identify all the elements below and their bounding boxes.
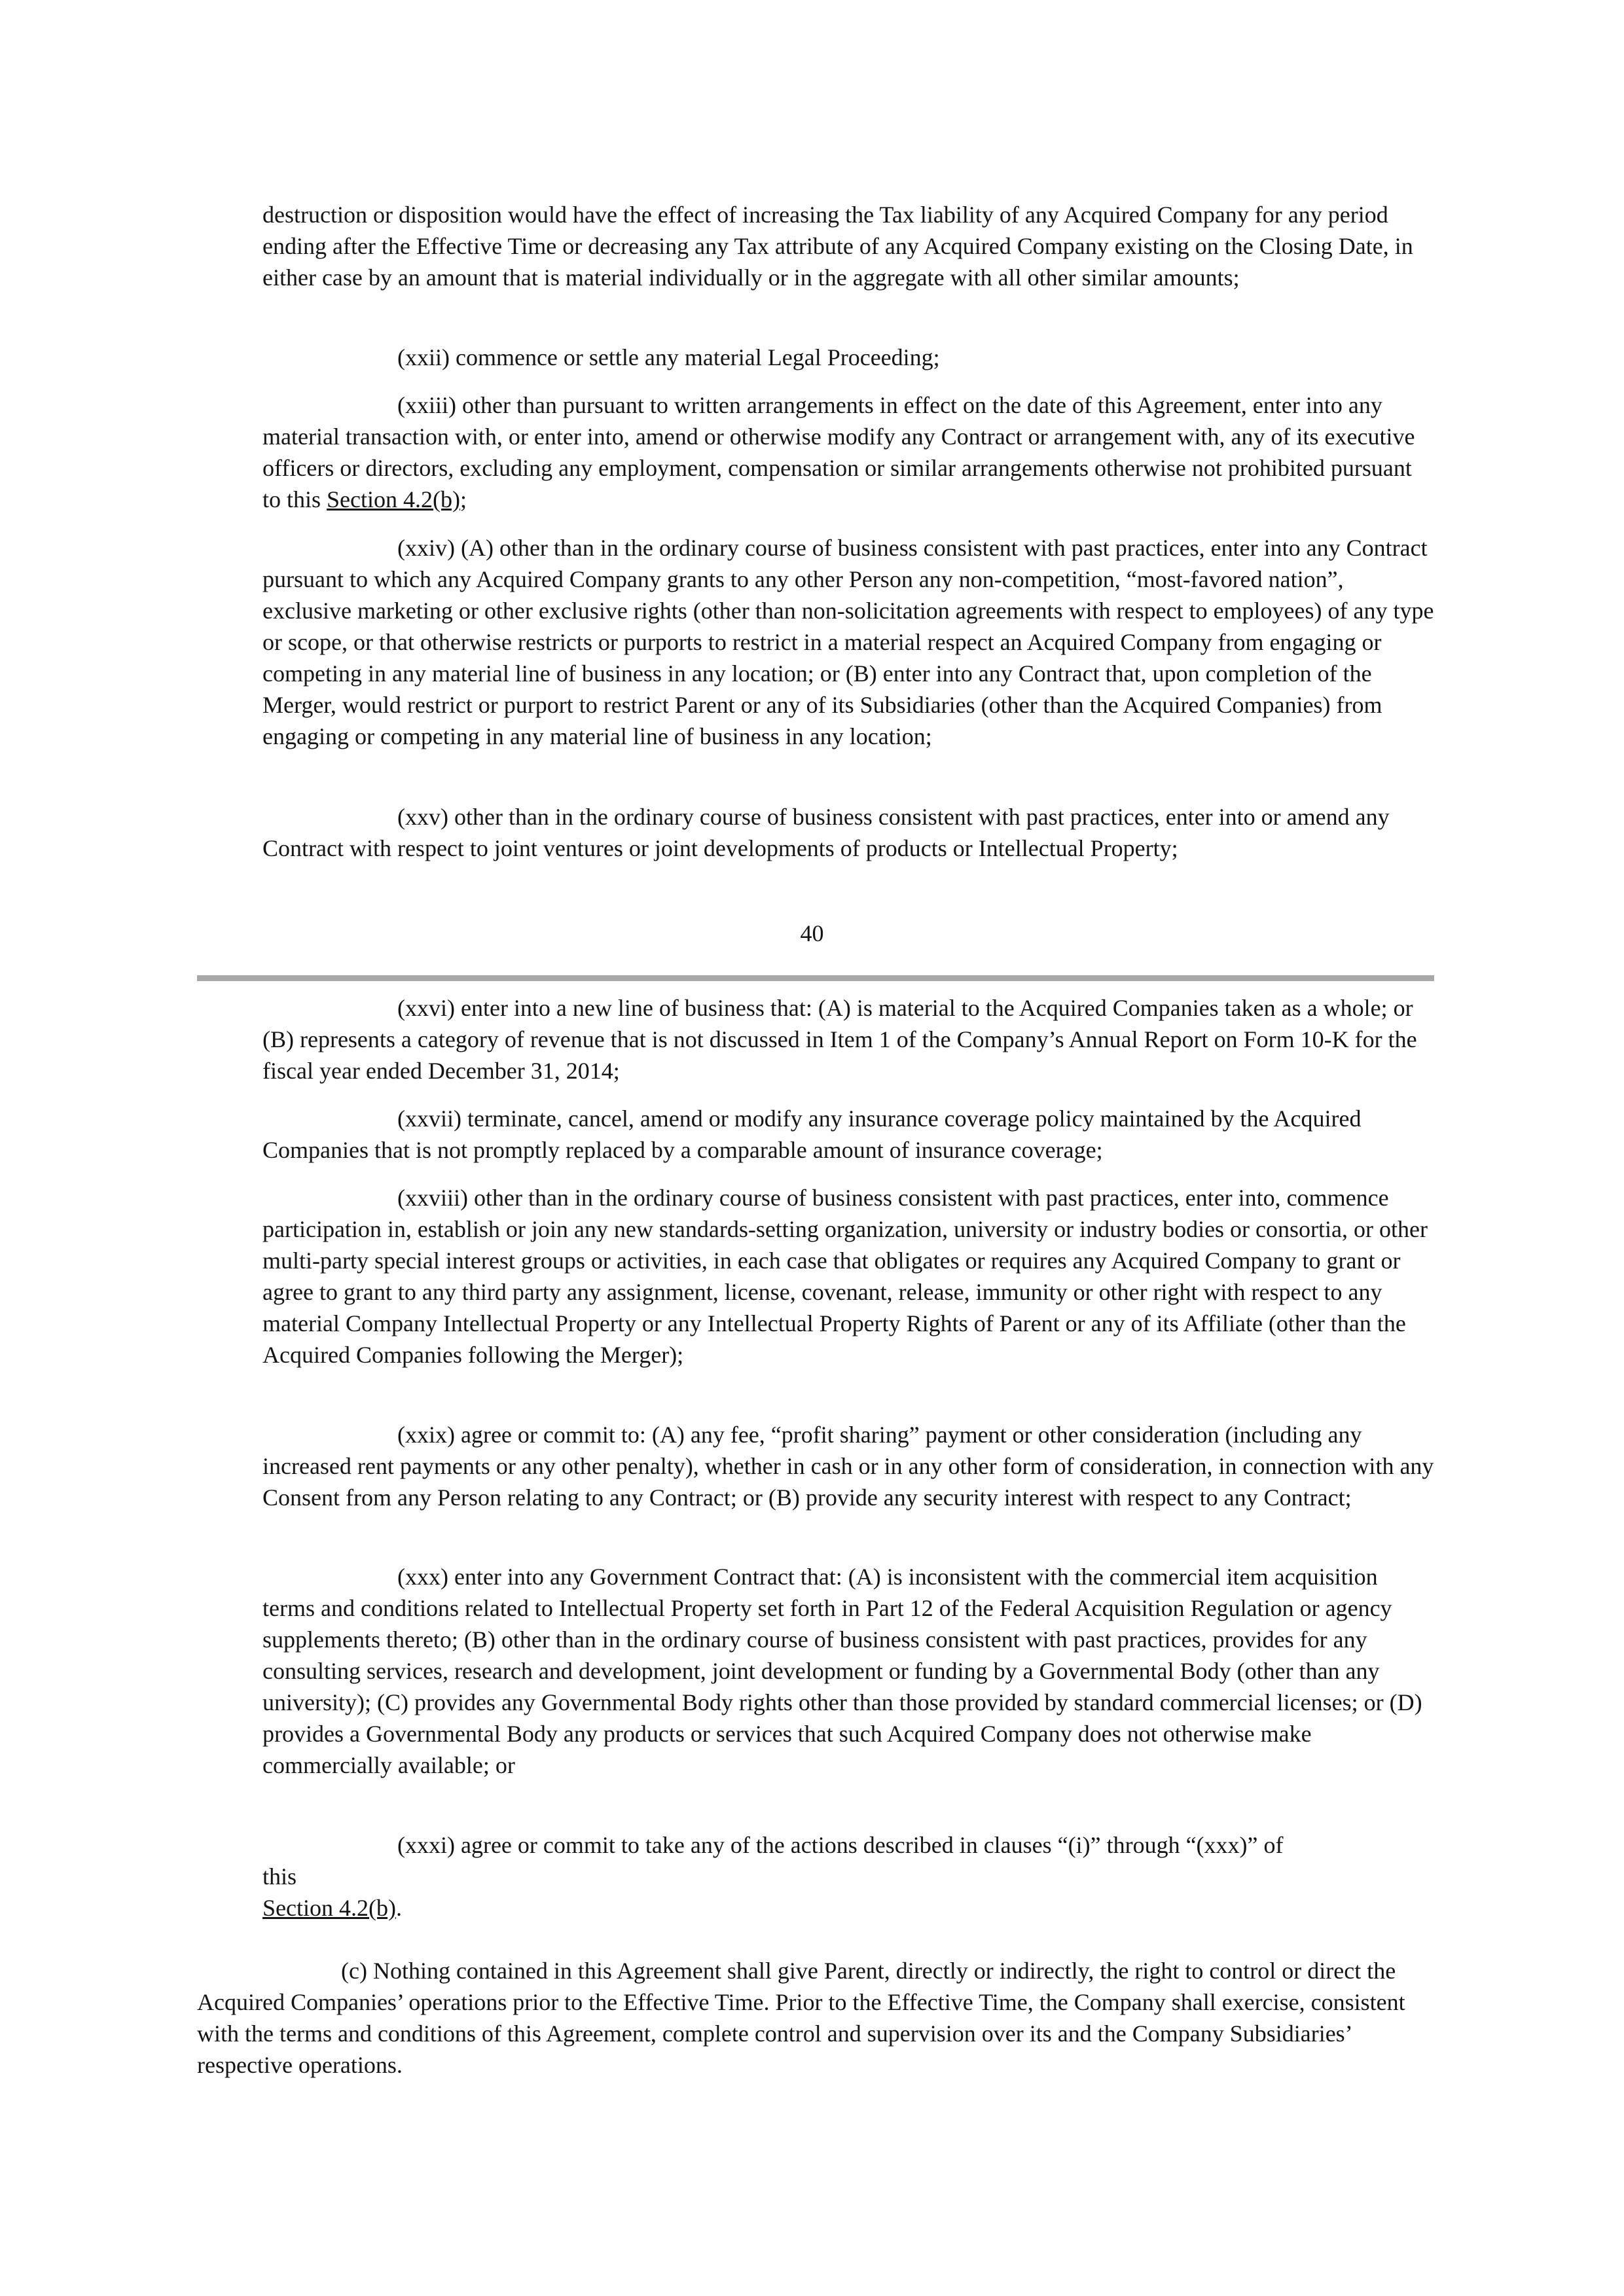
paragraph-xxxi-line1: (xxxi) agree or commit to take any of the actions described in clauses “(i)” through “(xxx)” of — [397, 1832, 1284, 1858]
paragraph-xxxi-line3 — [262, 1892, 1434, 1924]
paragraph-c: (c) Nothing contained in this Agreement shall give Parent, directly or indirectly, the right to control or direct the Acquired Companies’ operations prior to the Effective Time. Prior to the Effective Time, the Company shall exercise, consistent with the terms and conditions of this Agreement, complete control and supervision over its and the Company Subsidiaries’ respective operations. — [197, 1958, 1405, 2078]
paragraph-xxix: (xxix) agree or commit to: (A) any fee, “profit sharing” payment or other consideration (including any increased rent payments or any other penalty), whether in cash or in any other form of consideration, in connection with any Consent from any Person relating to any Contract; or (B) provide any security interest with respect to any Contract; — [262, 1422, 1434, 1511]
paragraph-xxiii-end: ; — [460, 486, 467, 512]
paragraph-xxx: (xxx) enter into any Government Contract that: (A) is inconsistent with the commercial item acquisition terms and conditions related to Intellectual Property set forth in Part 12 of the Federal Acquisition Regulation or agency supplements thereto; (B) other than in the ordinary course of business consistent with past practices, provides for any consulting services, research and development, joint development or funding by a Governmental Body (other than any university); (C) provides any Governmental Body rights other than those provided by standard commercial licenses; or (D) provides a Governmental Body any products or services that such Acquired Company does not otherwise make commercially available; or — [262, 1564, 1422, 1778]
paragraph-xxviii: (xxviii) other than in the ordinary course of business consistent with past practices, enter into, commence participation in, establish or join any new standards-setting organization, university or industry bodies or consortia, or other multi-party special interest groups or activities, in each case that obligates or requires any Acquired Company to grant or agree to grant to any third party any assignment, license, covenant, release, immunity or other right with respect to any material Company Intellectual Property or any Intellectual Property Rights of Parent or any of its Affiliate (other than the Acquired Companies following the Merger); — [262, 1185, 1428, 1368]
paragraph-xxiii — [262, 389, 1434, 515]
paragraph-xxvii: (xxvii) terminate, cancel, amend or modify any insurance coverage policy maintained by the Acquired Companies that is not promptly replaced by a comparable amount of insurance coverage; — [262, 1105, 1362, 1163]
paragraph-xxii: (xxii) commence or settle any material Legal Proceeding; — [397, 344, 940, 370]
page-number: 40 — [800, 920, 824, 946]
section-link[interactable]: Section 4.2(b) — [327, 486, 460, 512]
paragraph-xxiii-text: (xxiii) other than pursuant to written arrangements in effect on the date of this Agreement, enter into any material transaction with, or enter into, amend or otherwise modify any Contract or arrangement with, any of its executive officers or directors, excluding any employment, compensation or similar arrangements otherwise not prohibited pursuant to this — [262, 392, 1415, 512]
paragraph-xxxi-end: . — [395, 1895, 402, 1921]
paragraph-continuation: destruction or disposition would have the effect of increasing the Tax liability of any Acquired Company for any period ending after the Effective Time or decreasing any Tax attribute of any Acquired Company existing on the Closing Date, in either case by an amount that is material individually or in the aggregate with all other similar amounts; — [262, 202, 1413, 291]
paragraph-xxv: (xxv) other than in the ordinary course of business consistent with past practices, enter into or amend any Contract with respect to joint ventures or joint developments of products or Intellectual Property; — [262, 804, 1390, 861]
paragraph-xxvi: (xxvi) enter into a new line of business that: (A) is material to the Acquired Companies taken as a whole; or (B) represents a category of revenue that is not discussed in Item 1 of the Company’s Annual Report on Form 10-K for the fiscal year ended December 31, 2014; — [262, 995, 1417, 1084]
section-link[interactable]: Section 4.2(b) — [262, 1895, 396, 1921]
page-divider — [197, 975, 1434, 981]
paragraph-xxxi — [262, 1829, 1434, 1924]
paragraph-xxiv: (xxiv) (A) other than in the ordinary course of business consistent with past practices, enter into any Contract pursuant to which any Acquired Company grants to any other Person any non-competition, “most-favored nation”, exclusive marketing or other exclusive rights (other than non-solicitation agreements with respect to employees) of any type or scope, or that otherwise restricts or purports to restrict in a material respect an Acquired Company from engaging or competing in any material line of business in any location; or (B) enter into any Contract that, upon completion of the Merger, would restrict or purport to restrict Parent or any of its Subsidiaries (other than the Acquired Companies) from engaging or competing in any material line of business in any location; — [262, 535, 1434, 749]
paragraph-xxxi-line2: this — [262, 1863, 297, 1890]
